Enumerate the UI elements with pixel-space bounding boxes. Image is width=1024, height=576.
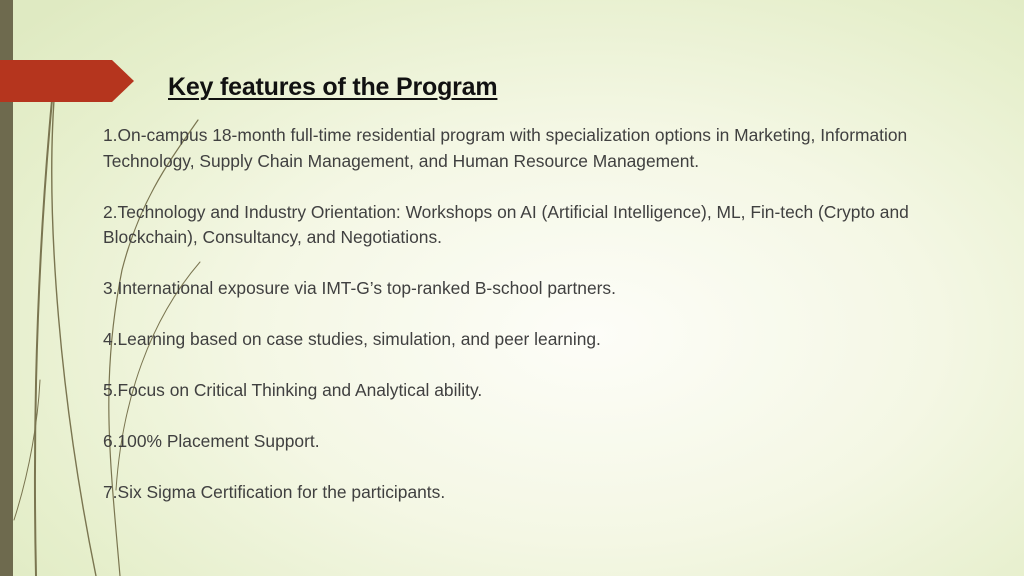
feature-item-1: 1.On-campus 18-month full-time residential program with specialization options in Marketing, Information Technology, Supply Chain Management, and Human Resource Management. bbox=[103, 125, 908, 171]
feature-item-7: 7.Six Sigma Certification for the participants. bbox=[103, 482, 446, 502]
feature-item-2: 2.Technology and Industry Orientation: Workshops on AI (Artificial Intelligence), ML, Fin-tech (Crypto and Blockchain), Consultancy, and Negotiations. bbox=[103, 201, 909, 247]
feature-item-3: 3.International exposure via IMT-G’s top-ranked B-school partners. bbox=[103, 278, 616, 298]
features-list bbox=[103, 123, 983, 531]
feature-item-4: 4.Learning based on case studies, simulation, and peer learning. bbox=[103, 329, 601, 349]
feature-item-5: 5.Focus on Critical Thinking and Analytical ability. bbox=[103, 380, 483, 400]
title-arrow-banner bbox=[0, 60, 134, 102]
feature-item-6: 6.100% Placement Support. bbox=[103, 431, 320, 451]
slide-title: Key features of the Program bbox=[168, 73, 498, 101]
